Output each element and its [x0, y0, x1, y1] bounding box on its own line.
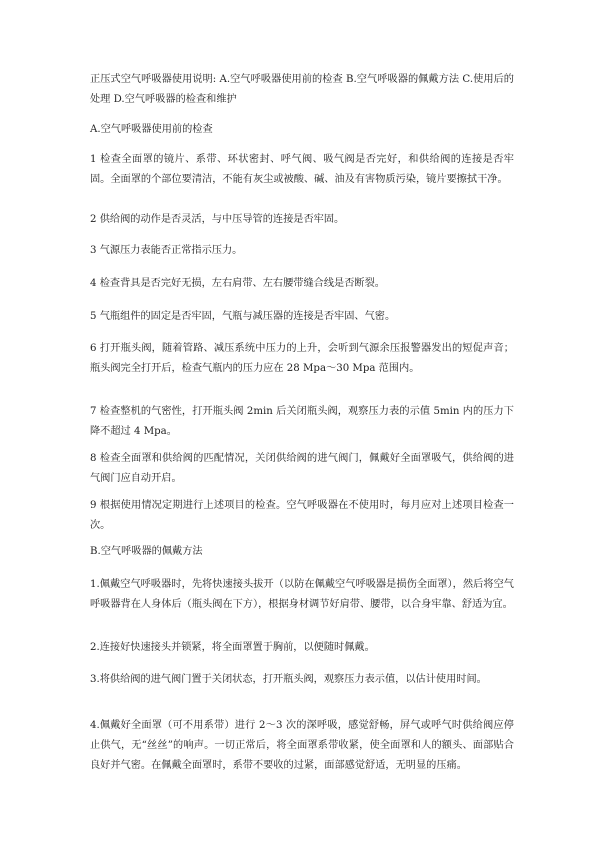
- a-item-6: 6 打开瓶头阀，随着管路、减压系统中压力的上升，会听到气源余压报警器发出的短促声音；瓶头阀完全打开后，检查气瓶内的压力应在 28 Mpa～30 Mpa 范围内。: [90, 343, 514, 374]
- b-item-1: 1.佩戴空气呼吸器时，先将快速接头拔开（以防在佩戴空气呼吸器是损伤全面罩），然后将空气呼吸器背在人身体后（瓶头阀在下方），根据身材调节好肩带、腰带，以合身牢靠、舒适为宜。: [90, 579, 514, 610]
- section-a-heading: A.空气呼吸器使用前的检查: [90, 124, 213, 135]
- a-item-4: 4 检查背具是否完好无损，左右肩带、左右腰带缝合线是否断裂。: [90, 278, 385, 289]
- a-item-8: 8 检查全面罩和供给阀的匹配情况，关闭供给阀的进气阀门，佩戴好全面罩吸气，供给阀的进气阀门应自动开启。: [90, 453, 514, 484]
- section-b-heading: B.空气呼吸器的佩戴方法: [90, 546, 203, 557]
- a-item-7: 7 检查整机的气密性，打开瓶头阀 2min 后关闭瓶头阀，观察压力表的示值 5min 内的压力下降不超过 4 Mpa。: [90, 406, 514, 437]
- a-item-9: 9 根据使用情况定期进行上述项目的检查。空气呼吸器在不使用时，每月应对上述项目检查一次。: [90, 500, 514, 531]
- a-item-1: 1 检查全面罩的镜片、系带、环状密封、呼气阀、吸气阀是否完好，和供给阀的连接是否牢固。全面罩的个部位要清洁，不能有灰尘或被酸、碱、油及有害物质污染，镜片要擦拭干净。: [90, 154, 514, 185]
- b-item-4: 4.佩戴好全面罩（可不用系带）进行 2～3 次的深呼吸，感觉舒畅，屏气或呼气时供给阀应停止供气，无“丝丝”的响声。一切正常后，将全面罩系带收紧，使全面罩和人的额头、面部贴合良好并气密。在佩戴全面罩时，系带不要收的过紧，面部感觉舒适，无明显的压痛。: [90, 720, 514, 771]
- b-item-2: 2.连接好快速接头并锁紧，将全面罩置于胸前，以便随时佩戴。: [90, 642, 375, 653]
- a-item-2: 2 供给阀的动作是否灵活，与中压导管的连接是否牢固。: [90, 214, 345, 225]
- a-item-3: 3 气源压力表能否正常指示压力。: [90, 245, 243, 256]
- b-item-3: 3.将供给阀的进气阀门置于关闭状态，打开瓶头阀，观察压力表示值，以估计使用时间。: [90, 674, 487, 685]
- a-item-5: 5 气瓶组件的固定是否牢固，气瓶与减压器的连接是否牢固、气密。: [90, 311, 396, 322]
- intro-paragraph: 正压式空气呼吸器使用说明: A.空气呼吸器使用前的检查 B.空气呼吸器的佩戴方法 C.使用后的处理 D.空气呼吸器的检查和维护: [90, 74, 514, 105]
